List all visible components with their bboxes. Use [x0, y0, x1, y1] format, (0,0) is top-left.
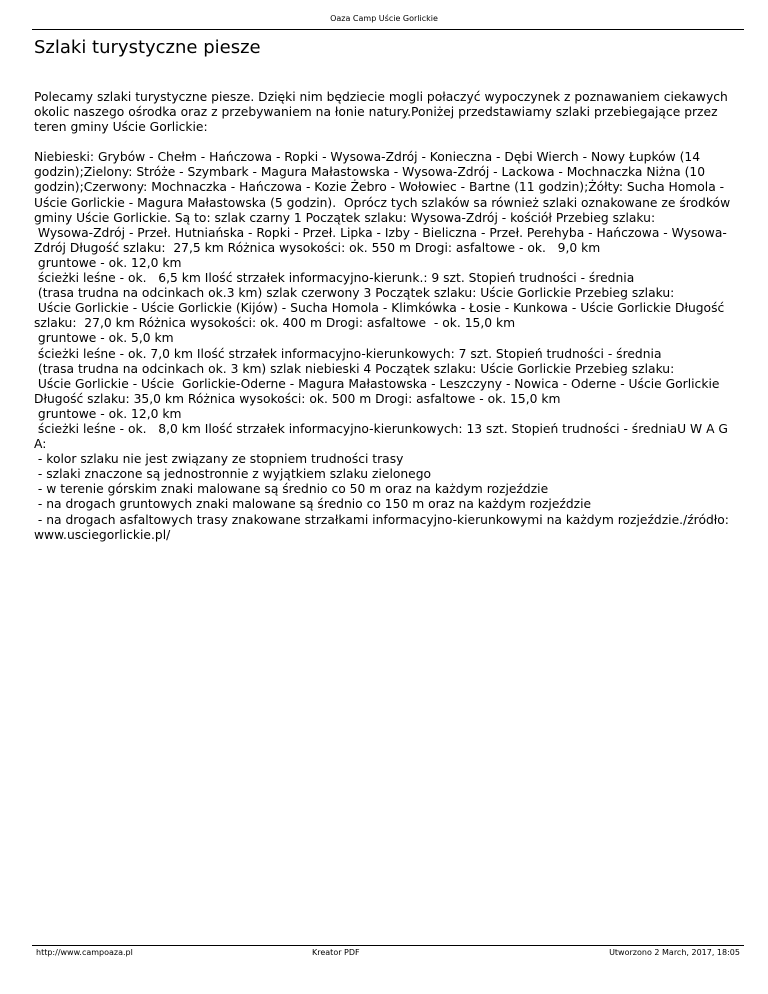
header-divider: [32, 29, 744, 30]
page-header: Oaza Camp Uście Gorlickie: [330, 14, 438, 23]
article-intro: Polecamy szlaki turystyczne piesze. Dzięki nim będziecie mogli połaczyć wypoczynek z poznawaniem ciekawych okolic naszego ośrodka oraz z przebywaniem na łonie natury.Poniżej przedstawiamy szlaki przebiegające przez teren gminy Uście Gorlickie:: [34, 90, 728, 135]
article-body: Niebieski: Grybów - Chełm - Hańczowa - Ropki - Wysowa-Zdrój - Konieczna - Dębi Wierch - Nowy Łupków (14 godzin);Zielony: Stróże - Szymbark - Magura Małastowska - Wysowa-Zdrój - Lackowa - Mochnaczka Niżna (10 godzin);Czerwony: Mochnaczka - Hańczowa - Kozie Żebro - Wołowiec - Bartne (11 godzin);Żółty: Sucha Homola - Uście Gorlickie - Magura Małastowska (5 godzin). Oprócz tych szlaków sa również szlaki oznakowane ze środków gminy Uście Gorlickie. Są to: szlak czarny 1 Początek szlaku: Wysowa-Zdrój - kościół Przebieg szlaku: Wysowa-Zdrój - Przeł. Hutniańska - Ropki - Przeł. Lipka - Izby - Bieliczna - Przeł. Perehyba - Hańczowa - Wysowa-Zdrój Długość szlaku: 27,5 km Różnica wysokości: ok. 550 m Drogi: asfaltowe - ok. 9,0 km gruntowe - ok. 12,0 km ścieżki leśne - ok. 6,5 km Ilość strzałek informacyjno-kierunk.: 9 szt. Stopień trudności - średnia (trasa trudna na odcinkach ok.3 km) szlak czerwony 3 Początek szlaku: Uście Gorlickie Przebieg szlaku: Uście Gorlickie - Uście Gorlickie (Kijów) - Sucha Homola - Klimkówka - Łosie - Kunkowa - Uście Gorlickie Długość szlaku: 27,0 km Różnica wysokości: ok. 400 m Drogi: asfaltowe - ok. 15,0 km gruntowe - ok. 5,0 km ścieżki leśne - ok. 7,0 km Ilość strzałek informacyjno-kierunkowych: 7 szt. Stopień trudności - średnia (trasa trudna na odcinkach ok. 3 km) szlak niebieski 4 Początek szlaku: Uście Gorlickie Przebieg szlaku: Uście Gorlickie - Uście Gorlickie-Oderne - Magura Małastowska - Leszczyny - Nowica - Oderne - Uście Gorlickie Długość szlaku: 35,0 km Różnica wysokości: ok. 500 m Drogi: asfaltowe - ok. 15,0 km gruntowe - ok. 12,0 km ścieżki leśne - ok. 8,0 km Ilość strzałek informacyjno-kierunkowych: 13 szt. Stopień trudności - średniaU W A G A: - kolor szlaku nie jest związany ze stopniem trudności trasy - szlaki znaczone są jednostronnie z wyjątkiem szlaku zielonego - w terenie górskim znaki malowane są średnio co 50 m oraz na każdym rozjeździe - na drogach gruntowych znaki malowane są średnio co 150 m oraz na każdym rozjeździe - na drogach asfaltowych trasy znakowane strzałkami informacyjno-kierunkowymi na każdym rozjeździe./źródło: www.usciegorlickie.pl/: [34, 150, 731, 542]
footer-url: http://www.campoaza.pl: [36, 948, 133, 957]
footer-divider: [32, 945, 744, 946]
footer-generator: Kreator PDF: [312, 948, 360, 957]
footer-created-date: Utworzono 2 March, 2017, 18:05: [609, 948, 740, 957]
page-title: Szlaki turystyczne piesze: [34, 37, 261, 58]
article-content: [34, 90, 740, 543]
